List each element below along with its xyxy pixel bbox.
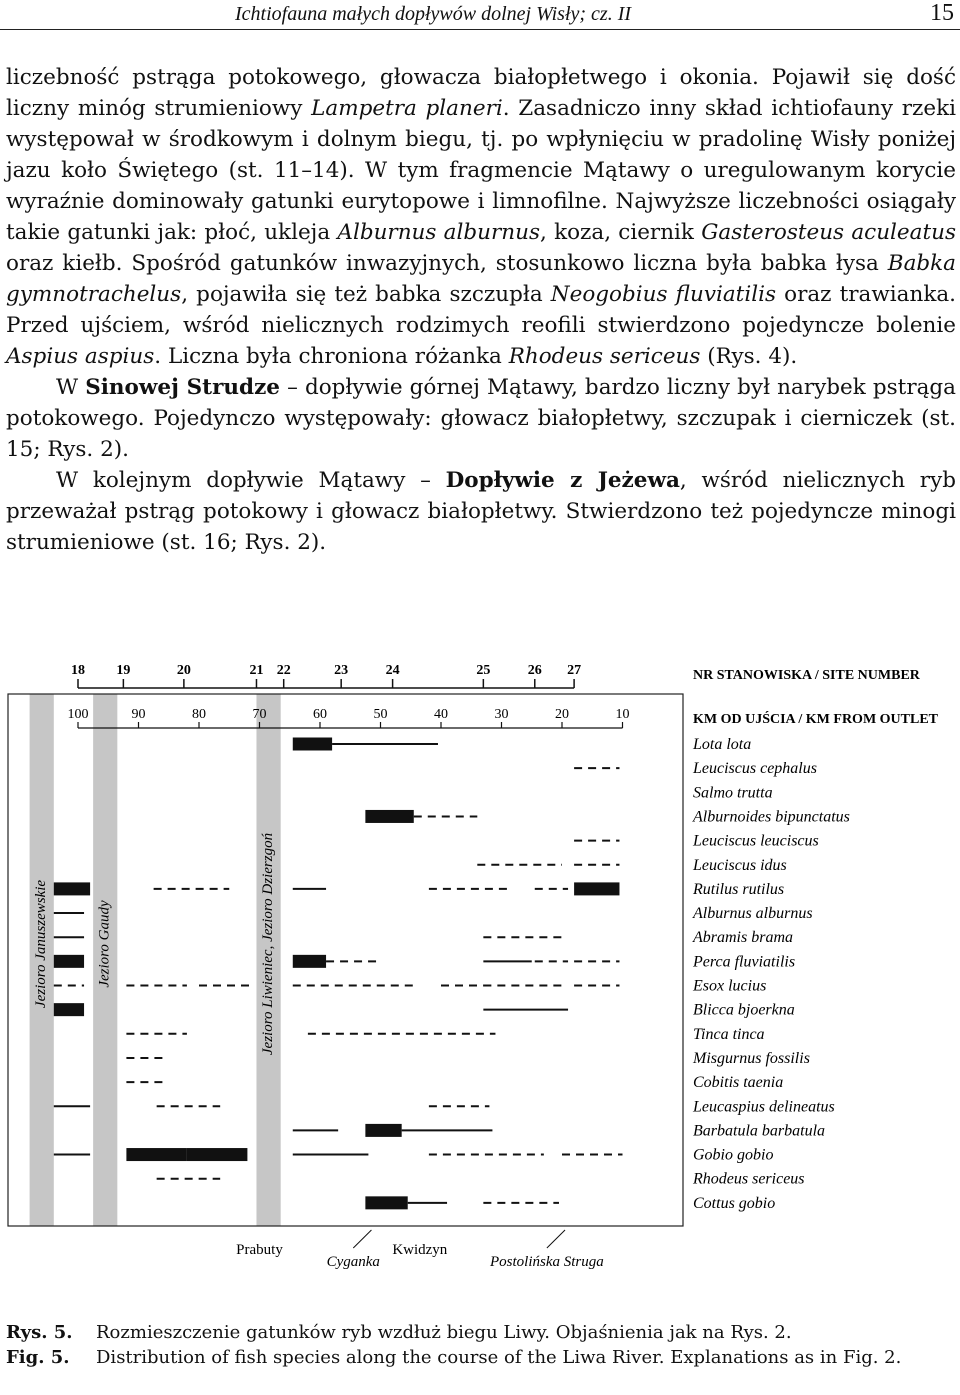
lake-label: Jezioro Januszewskie [33, 879, 50, 1009]
bar-numerous [365, 810, 413, 823]
caption-pl-text: Rozmieszczenie gatunków ryb wzdłuż biegu Liwy. Objaśnienia jak na Rys. 2. [96, 1322, 792, 1343]
site-label: 27 [567, 663, 582, 678]
site-label: 22 [276, 663, 291, 678]
caption-en-text: Distribution of fish species along the course of the Liwa River. Explanations as in Fig. 2. [96, 1347, 902, 1368]
km-tick-label: 70 [252, 707, 267, 722]
body-text [6, 62, 956, 558]
bar-numerous [187, 1148, 248, 1161]
place-label: Prabuty [236, 1242, 283, 1258]
species-label: Blicca bjoerkna [693, 1001, 795, 1019]
site-axis-title: NR STANOWISKA / SITE NUMBER [693, 668, 920, 683]
place-label: Cyganka [326, 1254, 380, 1270]
species-label: Barbatula barbatula [693, 1122, 826, 1140]
site-label: 24 [385, 663, 400, 678]
species-label: Esox lucius [693, 977, 767, 995]
species-label: Tinca tinca [693, 1025, 765, 1043]
site-label: 21 [249, 663, 264, 678]
species-label: Rhodeus sericeus [693, 1170, 805, 1188]
km-tick-label: 30 [494, 707, 509, 722]
km-tick-label: 10 [615, 707, 630, 722]
km-tick-label: 80 [192, 707, 206, 722]
km-tick-label: 100 [67, 707, 89, 722]
tributary-arrow [547, 1230, 565, 1248]
site-label: 23 [334, 663, 349, 678]
caption-pl-label: Rys. 5. [6, 1322, 73, 1343]
site-label: 19 [116, 663, 131, 678]
paragraph-2: W Sinowej Strudze – dopływie górnej Mątawy, bardzo liczny był narybek pstrąga potokowego. Pojedynczo występowały: głowacz białopłetwy, szczupak i cierniczek (st. 15; Rys. 2). [6, 375, 956, 462]
km-tick-label: 40 [434, 707, 448, 722]
header-rule [0, 29, 960, 30]
species-label: Gobio gobio [693, 1146, 774, 1164]
site-label: 18 [71, 663, 85, 678]
species-label: Alburnus alburnus [693, 905, 813, 923]
figure-caption [6, 1320, 956, 1370]
km-tick-label: 20 [555, 707, 569, 722]
species-label: Leuciscus leuciscus [693, 832, 819, 850]
bar-numerous [365, 1124, 401, 1137]
species-label: Abramis brama [693, 929, 794, 947]
bar-numerous [54, 955, 84, 968]
bar-numerous [54, 1003, 84, 1016]
species-label: Cobitis taenia [693, 1074, 784, 1092]
km-tick-label: 50 [373, 707, 388, 722]
paragraph-3: W kolejnym dopływie Mątawy – Dopływie z Jeżewa, wśród nielicznych ryb przeważał pstrąg potokowy i głowacz białopłetwy. Stwierdzono też pojedyncze minogi strumieniowe (st. 16; Rys. 2). [6, 468, 956, 555]
species-label: Leucaspius delineatus [693, 1098, 835, 1116]
species-label: Perca fluviatilis [693, 953, 796, 971]
paragraph-1: liczebność pstrąga potokowego, głowacza białopłetwego i okonia. Pojawił się dość liczny minóg strumieniowy Lampetra planeri. Zasadniczo inny skład ichtiofauny rzeki występował w środkowym i dolnym biegu, tj. po wpłynięciu w pradolinę Wisły poniżej jazu koło Świętego (st. 11–14). W tym fragmencie Mątawy o uregulowanym korycie wyraźnie dominowały gatunki eurytopowe i limnofilne. Najwyższe liczebności osiągały takie gatunki jak: płoć, ukleja Alburnus alburnus, koza, ciernik Gasterosteus aculeatus oraz kiełb. Spośród gatunków inwazyjnych, stosunkowo liczna była babka łysa Babka gymnotrachelus, pojawiła się też babka szczupła Neogobius fluviatilis oraz trawianka. Przed ujściem, wśród nielicznych rodzimych reofili stwierdzono pojedyncze bolenie Aspius aspius. Liczna była chroniona różanka Rhodeus sericeus (Rys. 4). [6, 65, 956, 369]
running-title: Ichtiofauna małych dopływów dolnej Wisły; cz. II [235, 3, 632, 25]
bar-numerous [293, 738, 332, 751]
km-tick-label: 90 [131, 707, 146, 722]
site-label: 25 [476, 663, 491, 678]
species-distribution-figure [0, 650, 960, 1280]
caption-pl [6, 1320, 956, 1345]
km-tick-label: 60 [313, 707, 327, 722]
bar-numerous [293, 955, 326, 968]
bar-numerous [126, 1148, 186, 1161]
place-label: Postolińska Struga [489, 1254, 604, 1270]
species-label: Cottus gobio [693, 1194, 776, 1212]
km-axis-title: KM OD UJŚCIA / KM FROM OUTLET [693, 712, 939, 727]
species-label: Alburnoides bipunctatus [693, 808, 850, 826]
species-label: Misgurnus fossilis [693, 1049, 810, 1067]
lake-label: Jezioro Liwieniec, Jezioro Dzierzgoń [260, 832, 277, 1056]
bar-numerous [54, 882, 90, 895]
species-label: Leuciscus idus [693, 856, 787, 874]
site-label: 26 [527, 663, 542, 678]
species-label: Leuciscus cephalus [693, 760, 817, 778]
page-number: 15 [930, 0, 954, 26]
bar-numerous [365, 1196, 407, 1209]
tributary-arrow [353, 1230, 371, 1248]
place-label: Kwidzyn [392, 1242, 448, 1258]
species-label: Lota lota [693, 736, 752, 753]
caption-en-label: Fig. 5. [6, 1347, 70, 1368]
caption-en [6, 1345, 956, 1370]
site-label: 20 [176, 663, 191, 678]
bar-numerous [574, 882, 619, 895]
species-label: Rutilus rutilus [693, 880, 785, 898]
running-header [0, 0, 960, 30]
lake-label: Jezioro Gaudy [96, 900, 113, 988]
species-label: Salmo trutta [693, 784, 773, 802]
